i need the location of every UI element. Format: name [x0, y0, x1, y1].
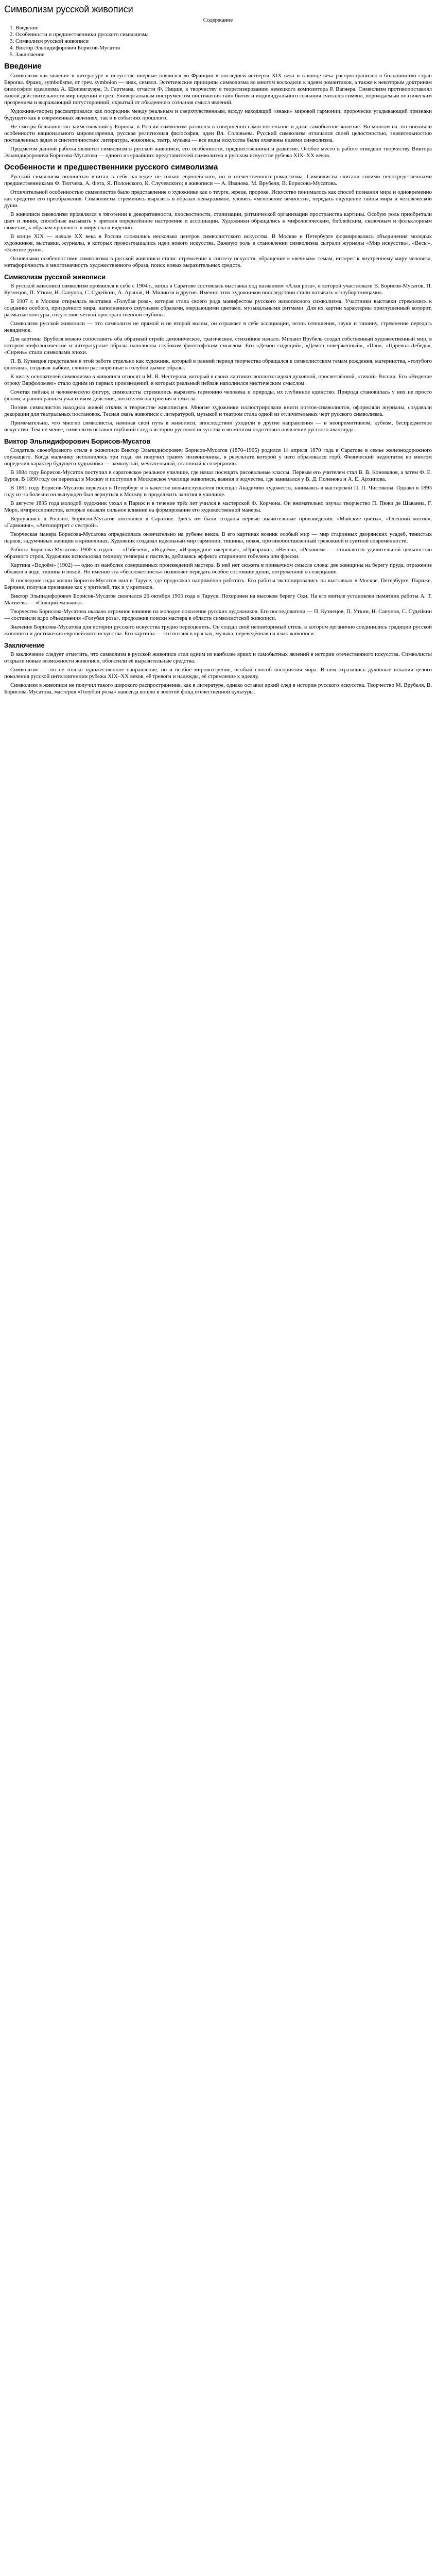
- toc-item[interactable]: 5. Заключение: [15, 52, 432, 58]
- paragraph: В заключение следует отметить, что символизм в русской живописи стал одним из наиболее ярких и самобытных явлений в истории отечественного искусства. Символисты открыли новые возможности живописи, обогатили её выразительные средства.: [4, 651, 432, 664]
- toc-item[interactable]: 4. Виктор Эльпидифорович Борисов-Мусатов: [15, 45, 432, 52]
- paragraph: Предметом данной работы является символизм в русской живописи, его особенности, предшественники и развитие. Особое место в работе отведено творчеству Виктора Эльпидифоровича Борисова-Мусатова — одного из ярчайших представителей символизма в русском искусстве рубежа XIX–XX веков.: [4, 146, 432, 159]
- paragraph: Работы Борисова-Мусатова 1900-х годов — «Гобелен», «Водоём», «Изумрудное ожерелье», «Призраки», «Весна», «Реквием» — отличаются удивительной цельностью образного строя. Художник использовал технику темперы и пастели, добиваясь эффекта старинного гобелена или фрески.: [4, 547, 432, 560]
- paragraph: Картина «Водоём» (1902) — одно из наиболее совершенных произведений мастера. В ней нет сюжета в привычном смысле слова: две женщины на берегу пруда, отражение облаков в воде, тишина и покой. Но именно эта «бессюжетность» позволяет передать особое состояние души, погружённой в созерцание.: [4, 562, 432, 575]
- paragraph: Символизм — это не только художественное направление, но и особое мировоззрение, особый способ восприятия мира. В нём отразились духовные искания целого поколения русской интеллигенции рубежа XIX–XX веков, её тревоги и надежды, её стремление к идеалу.: [4, 667, 432, 680]
- paragraph: В живописи символизм проявлялся в тяготении к декоративности, плоскостности, стилизации, ритмической организации пространства картины. Особую роль приобретали цвет и линия, способные вызывать у зрителя определённое настроение и ассоциации. Художники обращались к мифологическим, библейским, сказочным и фольклорным сюжетам, к образам прошлого, к миру сна и видений.: [4, 211, 432, 231]
- paragraph: Вернувшись в Россию, Борисов-Мусатов поселился в Саратове. Здесь им были созданы первые значительные произведения: «Майские цветы», «Осенний мотив», «Гармония», «Автопортрет с сестрой».: [4, 516, 432, 529]
- section-features: [4, 162, 432, 269]
- paragraph: Основными особенностями символизма в русской живописи стали: стремление к синтезу искусств, обращение к «вечным» темам, интерес к внутреннему миру человека, метафоричность и многозначность художественного образа, поиск новых выразительных средств.: [4, 256, 432, 268]
- paragraph: Сочетая пейзаж и человеческую фигуру, символисты стремились выразить гармонию человека и природы, их глубинное единство. Природа становилась у них не просто фоном, а равноправным участником действия, носителем настроения и смысла.: [4, 389, 432, 402]
- paragraph: Виктор Эльпидифорович Борисов-Мусатов скончался 26 октября 1905 года в Тарусе. Похоронен на высоком берегу Оки. На его могиле установлен памятник работы А. Т. Матвеева — «Спящий мальчик».: [4, 593, 432, 606]
- toc-heading: Содержание: [203, 17, 233, 23]
- paragraph: Символизм как явление в литературе и искусстве впервые появился во Франции в последней четверти XIX века и в конце века распространился в большинство стран Европы. Франц. symbolisme, от греч. symbolon — знак, символ. Эстетические принципы символизма во многом восходили к идеям романтиков, а также к некоторым доктринам философии идеализма А. Шопенгауэра, Э. Гартмана, отчасти Ф. Ницше, к творчеству и теоретизированию немецкого композитора Р. Вагнера. Символизм противопоставлял живой действительности мир видений и грез. Универсальным инструментом постижения тайн бытия и индивидуального сознания считался символ, порождаемый поэтическим прозрением и выражающий потусторонний, скрытый от обыденного сознания смысл явлений.: [4, 73, 432, 106]
- paragraph: Творчество Борисова-Мусатова оказало огромное влияние на молодое поколение русских художников. Его последователи — П. Кузнецов, П. Уткин, Н. Сапунов, С. Судейкин — составили ядро объединения «Голубая роза», продолжив поиски мастера в области символистской живописи.: [4, 608, 432, 621]
- section-intro: [4, 61, 432, 159]
- paragraph: Поэзия символистов находила живой отклик в творчестве живописцев. Многие художники иллюстрировали книги поэтов-символистов, оформляли журналы, создавали декорации для театральных постановок. Тесная связь живописи с литературой, музыкой и театром стала одной из отличительных черт русского символизма.: [4, 404, 432, 417]
- paragraph: Создатель своеобразного стиля в живописи Виктор Эльпидифорович Борисов-Мусатов (1870–1905) родился 14 апреля 1870 года в Саратове в семье железнодорожного служащего. Когда мальчику исполнилось три года, он получил травму позвоночника, в результате которой у него образовался горб. Физический недостаток во многом определил характер будущего художника — замкнутый, мечтательный, склонный к созерцанию.: [4, 447, 432, 467]
- section-musatov: [4, 437, 432, 637]
- paragraph: В 1891 году Борисов-Мусатов переехал в Петербург и в качестве вольнослушателя посещал Академию художеств, занимаясь в мастерской П. П. Чистякова. Однако в 1893 году из-за болезни он вынужден был вернуться в Москву и продолжить занятия в училище.: [4, 485, 432, 498]
- paragraph: Для картины Врубеля можно сопоставить оба образный строй: демоническое, трагическое, стихийное начало. Михаил Врубель создал собственный художественный мир, в котором мифологические и литературные образы наполнены глубоким философским смыслом. Его «Демон сидящий», «Демон поверженный», «Пан», «Царевна-Лебедь», «Сирень» стали символами эпохи.: [4, 336, 432, 355]
- paragraph: Примечательно, что многие символисты, начиная свой путь в живописи, впоследствии уходили в другие направления — в неопримитивизм, кубизм, беспредметное искусство. Тем не менее, символизм оставил глубокий след в истории русского искусства и во многом подготовил появление русского авангарда.: [4, 420, 432, 433]
- paragraph: В 1907 г. в Москве открылась выставка «Голубая роза», которая стала своего рода манифестом русского живописного символизма. Участники выставки стремились к созданию особого, призрачного мира, наполненного смутными образами, мерцающими цветами, музыкальными ритмами. Для их картин характерны приглушенный колорит, размытые контуры, отсутствие чёткой пространственной глубины.: [4, 298, 432, 318]
- paragraph: В августе 1895 года молодой художник уехал в Париж и в течение трёх лет учился в мастерской Ф. Кормона. Он внимательно изучал творчество П. Пюви де Шаванна, Г. Моро, импрессионистов, которые оказали сильное влияние на формирование его художественной манеры.: [4, 500, 432, 513]
- paragraph: Не смотря большинство заимствований у Европы, в России символизм развился в совершенно самостоятельное и даже самобытное явление. Во многом на это повлияли особенности национального мировоззрения, русская религиозная философия, идеи Вл. Соловьева. Русский символизм отличался своей целостностью, значительностью поставленных задач и синтетичностью: литература, живопись, театр, музыка — все виды искусства были охвачены идеями символизма.: [4, 124, 432, 143]
- paragraph: В конце XIX — начале XX века в России сложились несколько центров символистского искусства. В Москве и Петербурге формировались объединения молодых художников, выставки, журналы, в которых провозглашались идеи нового искусства. Важную роль в становлении символизма сыграли журналы «Мир искусства», «Весы», «Золотое руно».: [4, 233, 432, 253]
- section-heading: Заключение: [4, 641, 45, 649]
- section-body: [4, 447, 432, 637]
- paragraph: Значение Борисова-Мусатова для истории русского искусства трудно переоценить. Он создал свой неповторимый стиль, в котором органично соединились традиции русской живописи и достижения европейского искусства. Его картины — это поэзия в красках, музыка, переведённая на язык живописи.: [4, 624, 432, 637]
- paragraph: В русской живописи символизм проявился в себе с 1904 г., когда в Саратове состоялась выставка под названием «Алая роза», в которой участвовали В. Борисов-Мусатов, П. Кузнецов, П. Уткин, Н. Сапунов, С. Судейкин, А. Арапов, Н. Милиоти и другие. Именно этих художников впоследствии стали называть «голуборозовцами».: [4, 283, 432, 296]
- section-conclusion: [4, 641, 432, 696]
- paragraph: Символизм в живописи не получил такого широкого распространения, как в литературе, однако оставил яркий след в истории русского искусства. Творчество М. Врубеля, В. Борисова-Мусатова, мастеров «Голубой розы» навсегда вошло в золотой фонд отечественной культуры.: [4, 682, 432, 695]
- section-heading: Введение: [4, 62, 42, 71]
- document-title: Символизм русской живописи: [4, 4, 133, 14]
- toc-item[interactable]: 1. Введение: [15, 25, 432, 31]
- section-painting: [4, 273, 432, 433]
- paragraph: Русский символизм полностью впитал в себя наследие не только европейского, но и отечественного романтизма. Символисты считали своими непосредственными предшественниками Ф. Тютчева, А. Фета, Я. Полонского, К. Случевского; в живописи — А. Иванова, М. Врубеля, В. Борисова-Мусатова.: [4, 174, 432, 187]
- paragraph: В 1884 году Борисов-Мусатов поступил в саратовское реальное училище, где начал посещать рисовальные классы. Первым его учителем стал В. В. Коновалов, а затем Ф. Е. Буров. В 1890 году он переехал в Москву и поступил в Московское училище живописи, ваяния и зодчества, где занимался у В. Д. Поленова и А. Е. Архипова.: [4, 469, 432, 482]
- paragraph: В последние годы жизни Борисов-Мусатов жил в Тарусе, где продолжал напряжённо работать. Его работы экспонировались на выставках в Москве, Петербурге, Париже, Берлине, получая признание как у зрителей, так и у критиков.: [4, 578, 432, 590]
- toc-list: [4, 25, 432, 58]
- toc-item[interactable]: 2. Особенности и предшественники русского символизма: [15, 31, 432, 38]
- section-body: [4, 651, 432, 696]
- section-body: [4, 174, 432, 269]
- table-of-contents: [4, 16, 432, 58]
- section-heading: Особенности и предшественники русского символизма: [4, 163, 218, 172]
- toc-item[interactable]: 3. Символизм русской живописи: [15, 38, 432, 45]
- section-body: [4, 283, 432, 433]
- paragraph: К числу основателей символизма в живописи относят и М. В. Нестерова, который в своих картинах воплотил идеал духовной, просветлённой, «тихой» России. Его «Видение отроку Варфоломею» стало одним из первых произведений, в которых реальный пейзаж наполнился мистическим смыслом.: [4, 374, 432, 386]
- paragraph: Символизм русской живописи — это символизм не прямой и не второй волны, он отражает в себе ассоциации, огонь отношения, звуки и тишину, стремление передать невидимое.: [4, 320, 432, 333]
- section-heading: Виктор Эльпидифорович Борисов-Мусатов: [4, 437, 151, 445]
- paragraph: П. В. Кузнецов представлен в этой работе отдельно как художник, который в ранний период творчества обращался к символистским темам рождения, материнства, «голубого фонтана», создавая зыбкие, словно растворённые в голубой дымке образы.: [4, 358, 432, 371]
- paragraph: Художник-творец рассматривался как посредник между реальным и сверхчувственным, всюду находящий «знаки» мировой гармонии, пророчески угадывающий признаки будущего как в современных явлениях, так и в событиях прошлого.: [4, 108, 432, 121]
- paragraph: Отличительной особенностью символистов было представление о художнике как о теурге, жреце, пророке. Искусство понималось как способ познания мира и одновременно как средство его преображения. Символисты стремились выразить в образах невыразимое, уловить «мгновение вечности», передать ощущение тайны мира и человеческой души.: [4, 189, 432, 209]
- paragraph: Творческая манера Борисова-Мусатова определилась окончательно на рубеже веков. В его картинах возник особый мир — мир старинных дворянских усадеб, тенистых парков, задумчивых женщин в кринолинах. Художник создавал идеальный мир гармонии, тишины, покоя, противопоставленный тревожной и суетной современности.: [4, 531, 432, 544]
- section-heading: Символизм русской живописи: [4, 273, 106, 281]
- section-body: [4, 73, 432, 159]
- document-page: [0, 0, 436, 706]
